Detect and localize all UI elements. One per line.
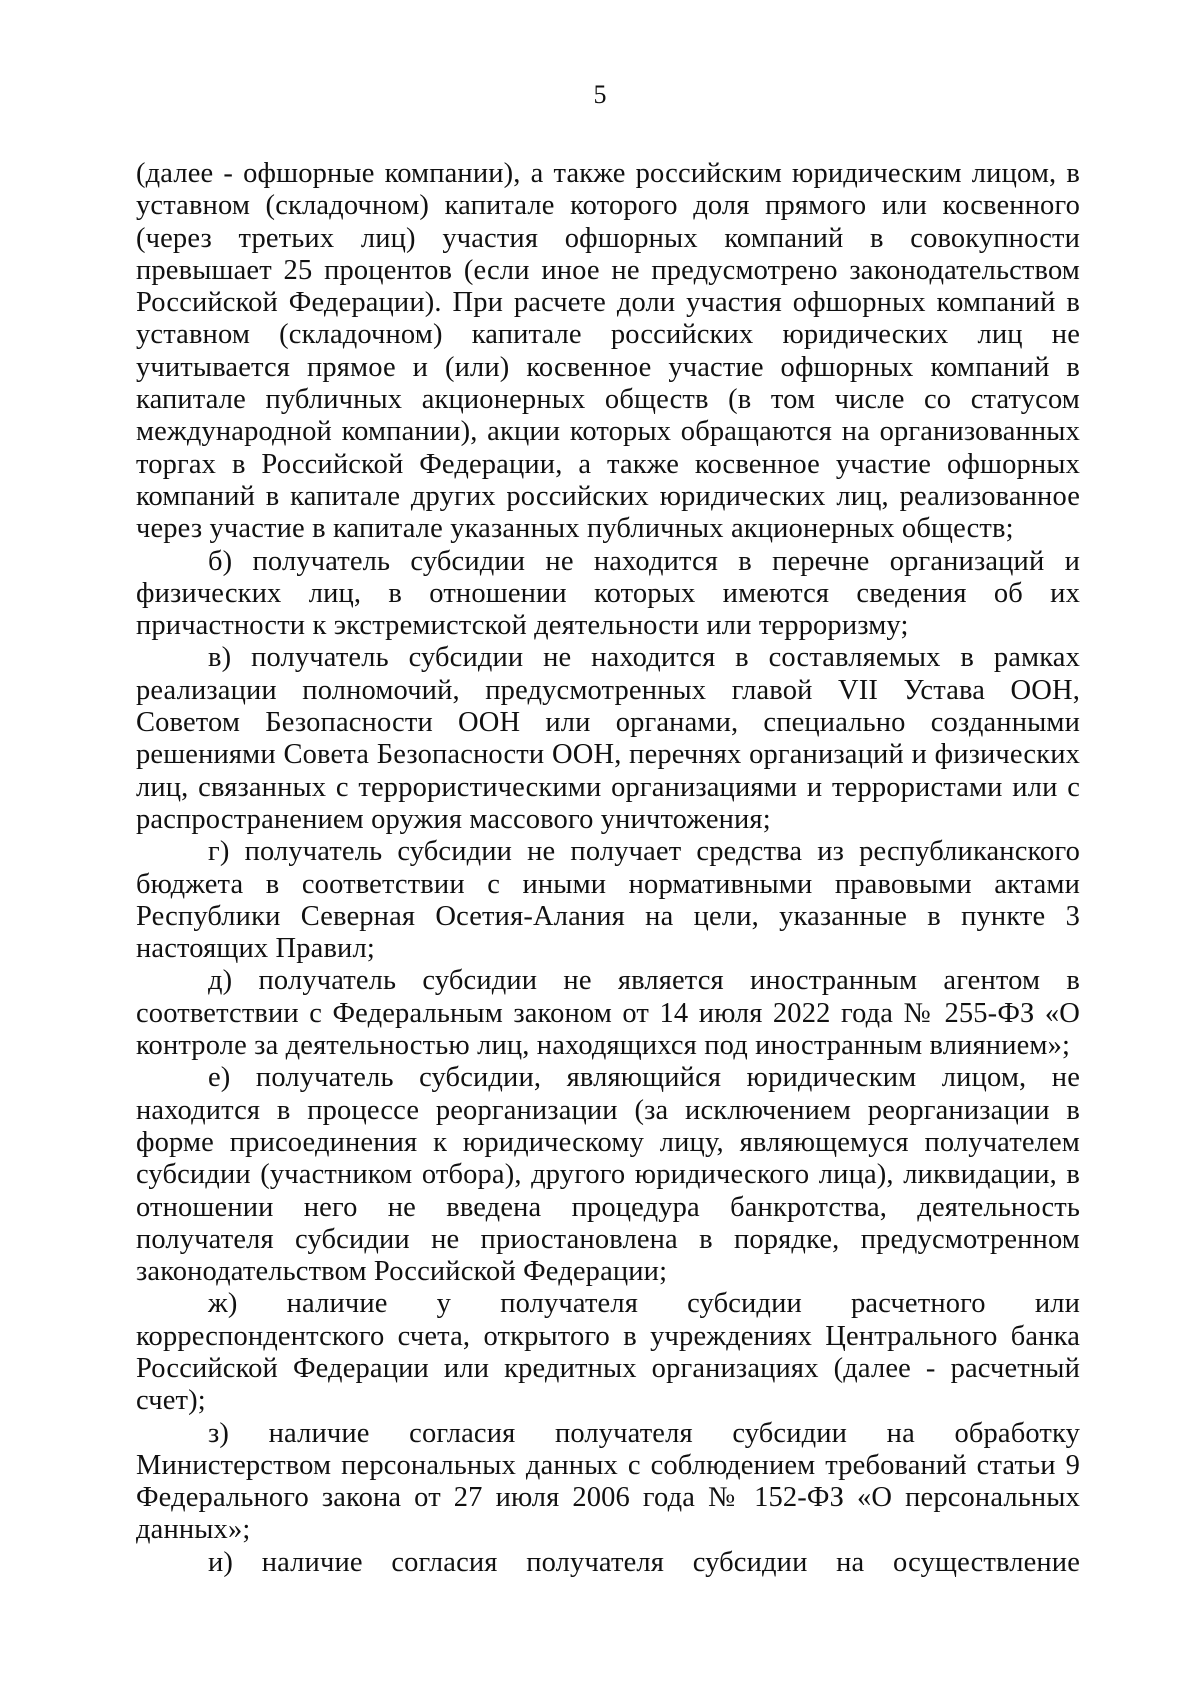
- paragraph-item-g: г) получатель субсидии не получает средства из республиканского бюджета в соответствии с иными нормативными правовыми актами Республики Северная Осетия-Алания на цели, указанные в пункте 3 настоящих Правил;: [136, 836, 1080, 965]
- paragraph-item-zh: ж) наличие у получателя субсидии расчетного или корреспондентского счета, открытого в учреждениях Центрального банка Российской Федерации или кредитных организациях (далее - расчетный счет);: [136, 1288, 1080, 1417]
- page-number: 5: [593, 80, 607, 109]
- paragraph-item-v: в) получатель субсидии не находится в составляемых в рамках реализации полномочий, предусмотренных главой VII Устава ООН, Советом Безопасности ООН или органами, специально созданными решениями Совета Безопасности ООН, перечнях организаций и физических лиц, связанных с террористическими организациями и террористами или с распространением оружия массового уничтожения;: [136, 642, 1080, 835]
- paragraph-item-z: з) наличие согласия получателя субсидии на обработку Министерством персональных данных с соблюдением требований статьи 9 Федерального закона от 27 июля 2006 года № 152-ФЗ «О персональных данных»;: [136, 1417, 1080, 1546]
- document-body: [136, 158, 1080, 1579]
- paragraph-item-i: и) наличие согласия получателя субсидии на осуществление: [208, 1546, 1080, 1578]
- paragraph-continuation: (далее - офшорные компании), а также российским юридическим лицом, в уставном (складочном) капитале которого доля прямого или косвенного (через третьих лиц) участия офшорных компаний в совокупности превышает 25 процентов (если иное не предусмотрено законодательством Российской Федерации). При расчете доли участия офшорных компаний в уставном (складочном) капитале российских юридических лиц не учитывается прямое и (или) косвенное участие офшорных компаний в капитале публичных акционерных обществ (в том числе со статусом международной компании), акции которых обращаются на организованных торгах в Российской Федерации, а также косвенное участие офшорных компаний в капитале других российских юридических лиц, реализованное через участие в капитале указанных публичных акционерных обществ;: [136, 158, 1080, 545]
- paragraph-item-d: д) получатель субсидии не является иностранным агентом в соответствии с Федеральным законом от 14 июля 2022 года № 255-ФЗ «О контроле за деятельностью лиц, находящихся под иностранным влиянием»;: [136, 965, 1080, 1062]
- paragraph-item-e: е) получатель субсидии, являющийся юридическим лицом, не находится в процессе реорганизации (за исключением реорганизации в форме присоединения к юридическому лицу, являющемуся получателем субсидии (участником отбора), другого юридического лица), ликвидации, в отношении него не введена процедура банкротства, деятельность получателя субсидии не приостановлена в порядке, предусмотренном законодательством Российской Федерации;: [136, 1062, 1080, 1288]
- paragraph-item-b: б) получатель субсидии не находится в перечне организаций и физических лиц, в отношении которых имеются сведения об их причастности к экстремистской деятельности или терроризму;: [136, 545, 1080, 642]
